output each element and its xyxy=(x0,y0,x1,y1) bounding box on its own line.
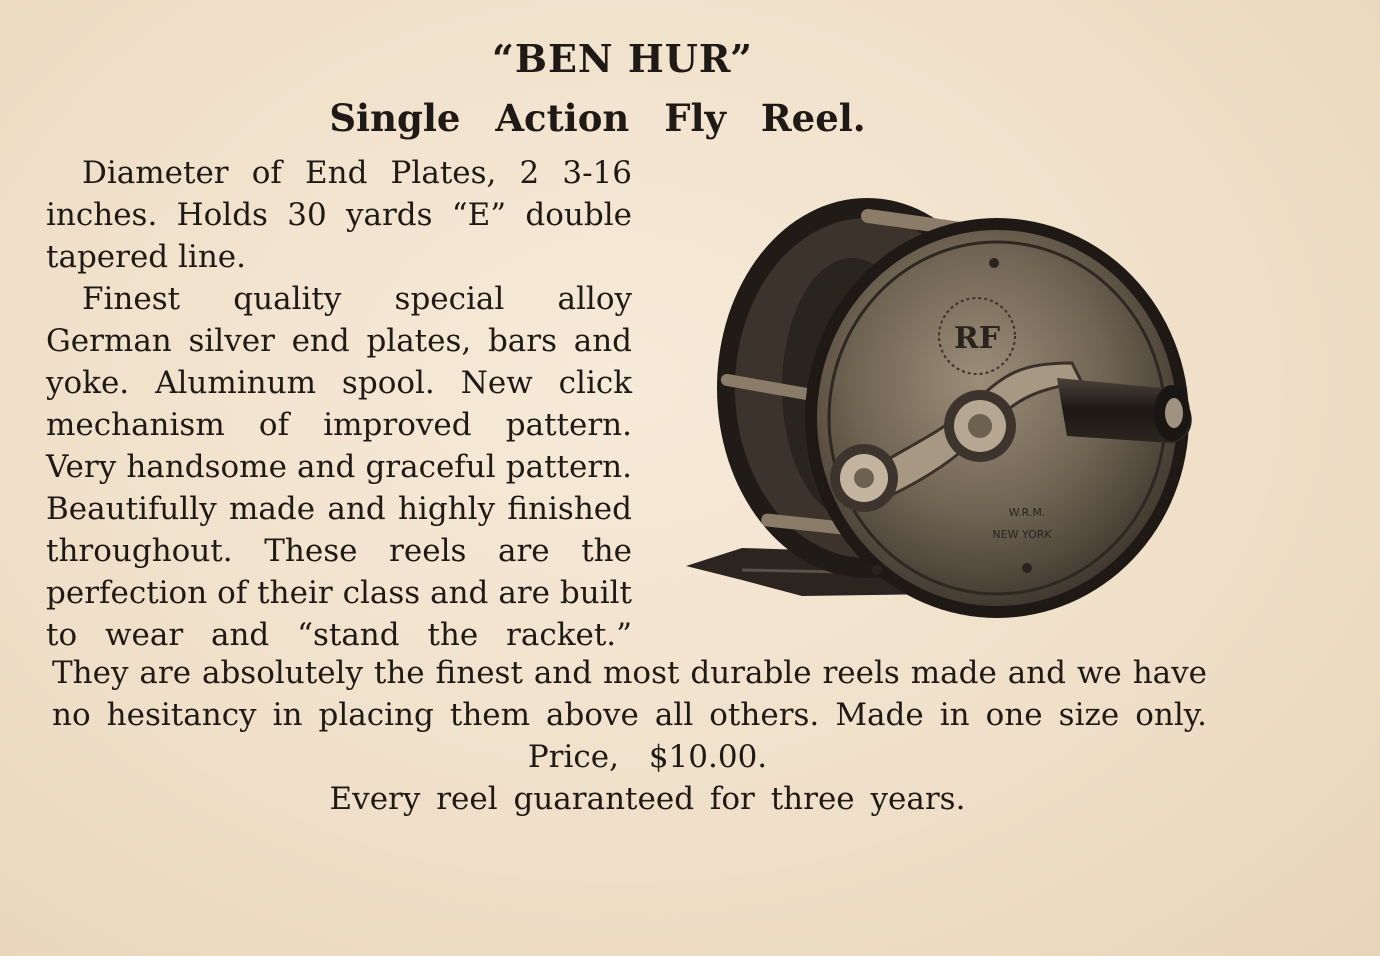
dimensions-paragraph: Diameter of End Plates, 2 3-16 inches. Holds 30 yards “E” double tapered line. xyxy=(46,155,632,275)
features-paragraph: Finest quality special alloy German silver end plates, bars and yoke. Aluminum spool. New click mechanism of improved pattern. Very handsome and graceful pattern. Beautifully made and highly finished throughout. These reels are the perfection of their class and are built to wear and “stand the racket.” xyxy=(46,281,632,653)
fly-reel-illustration xyxy=(682,188,1202,618)
guarantee-line: Every reel guaranteed for three years. xyxy=(329,781,966,817)
page-title: “BEN HUR” xyxy=(491,36,754,81)
plate-maker-line-2: NEW YORK xyxy=(992,528,1052,541)
plate-monogram: RF xyxy=(953,321,1001,356)
price-line: Price, $10.00. xyxy=(527,739,768,775)
page-subtitle: Single Action Fly Reel. xyxy=(329,96,866,140)
plate-maker-line-1: W.R.M. xyxy=(1008,506,1046,519)
description-column xyxy=(46,152,632,656)
quality-paragraph: They are absolutely the finest and most durable reels made and we have no hesitancy in placing them above all others. Made in one size only. xyxy=(52,655,1207,733)
